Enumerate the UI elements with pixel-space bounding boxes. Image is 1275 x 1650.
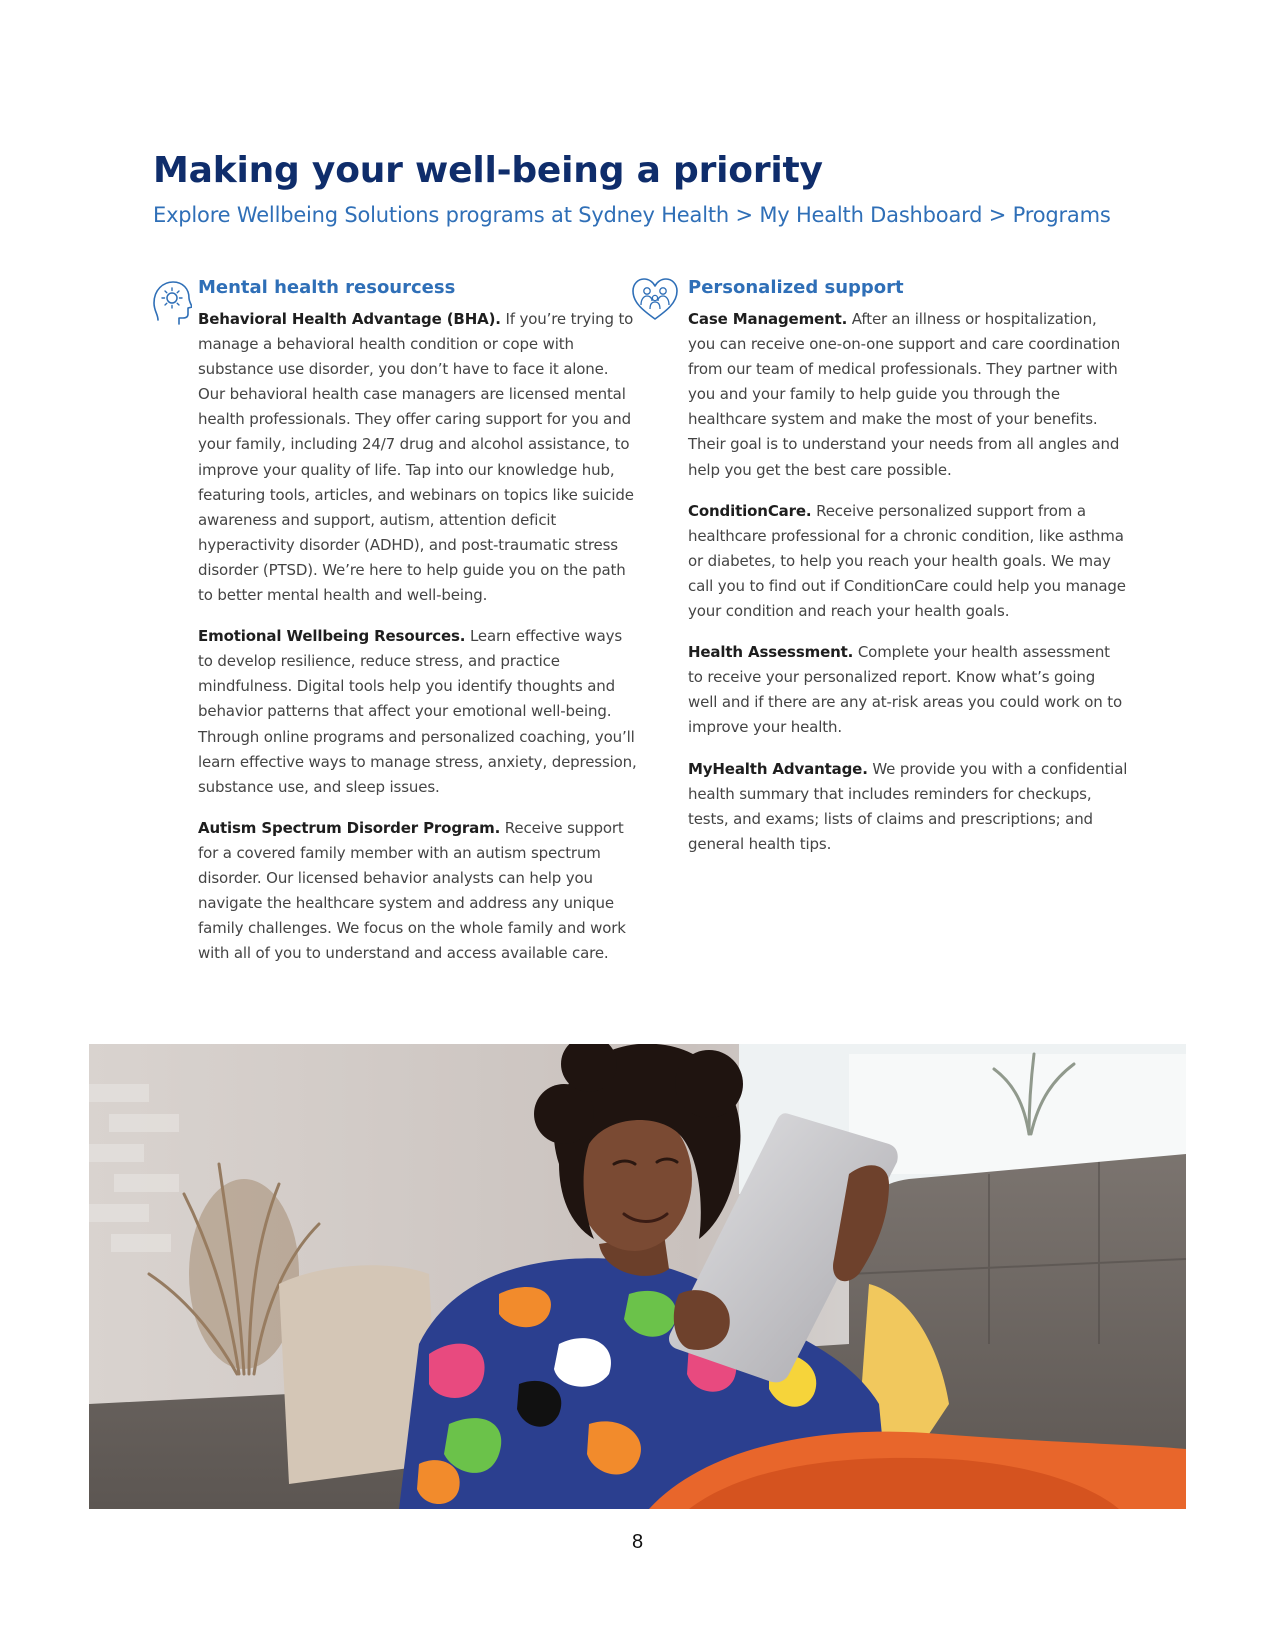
- personalized-support-heading: Personalized support: [688, 277, 904, 298]
- autism-program-paragraph: [198, 816, 638, 967]
- autism-program-title: Autism Spectrum Disorder Program.: [198, 818, 501, 837]
- photo-illustration: [89, 1044, 1186, 1509]
- conditioncare-paragraph: [688, 499, 1128, 624]
- page-title: Making your well-being a priority: [153, 150, 823, 191]
- myhealth-advantage-paragraph: [688, 757, 1128, 857]
- case-management-text: After an illness or hospitalization, you can receive one-on-one support and care coordination from our team of medical professionals. They partner with you and your family to help guide you through the healthcare system and make the most of your benefits. Their goal is to understand your needs from all angles and help you get the best care possible.: [688, 310, 1121, 479]
- bha-text: If you’re trying to manage a behavioral health condition or cope with substance use disorder, you don’t have to face it alone. Our behavioral health case managers are licensed mental health professionals. They offer caring support for you and your family, including 24/7 drug and alcohol assistance, to improve your quality of life. Tap into our knowledge hub, featuring tools, articles, and webinars on topics like suicide awareness and support, autism, attention deficit hyperactivity disorder (ADHD), and post-traumatic stress disorder (PTSD). We’re here to help guide you on the path to better mental health and well-being.: [198, 310, 634, 605]
- emotional-wellbeing-text: Learn effective ways to develop resilience, reduce stress, and practice mindfulness. Digital tools help you identify thoughts and behavior patterns that affect your emotional well-being. Through online programs and personalized coaching, you’ll learn effective ways to manage stress, anxiety, depression, substance use, and sleep issues.: [198, 627, 637, 796]
- family-heart-icon: [630, 276, 680, 322]
- autism-program-text: Receive support for a covered family member with an autism spectrum disorder. Our licensed behavior analysts can help you navigate the healthcare system and address any unique family challenges. We focus on the whole family and work with all of you to understand and access available care.: [198, 818, 626, 963]
- personalized-support-content: [688, 276, 1128, 873]
- page-number: 8: [631, 1531, 644, 1553]
- case-management-title: Case Management.: [688, 310, 848, 328]
- bha-title: Behavioral Health Advantage (BHA).: [198, 310, 501, 328]
- mental-health-content: [198, 276, 638, 982]
- page-subtitle: Explore Wellbeing Solutions programs at Sydney Health > My Health Dashboard > Programs: [153, 203, 1111, 227]
- health-assessment-title: Health Assessment.: [688, 643, 854, 662]
- head-lightbulb-icon: [150, 278, 192, 326]
- conditioncare-title: ConditionCare.: [688, 501, 812, 520]
- health-assessment-paragraph: [688, 640, 1128, 740]
- mental-health-heading: Mental health resourcess: [198, 277, 456, 298]
- woman-with-tablet-photo: [89, 1044, 1186, 1509]
- myhealth-advantage-title: MyHealth Advantage.: [688, 759, 868, 778]
- health-assessment-text: Complete your health assessment to receive your personalized report. Know what’s going well and if there are any at-risk areas you could work on to improve your health.: [688, 643, 1123, 737]
- emotional-wellbeing-paragraph: [198, 624, 638, 800]
- myhealth-advantage-text: We provide you with a confidential health summary that includes reminders for checkups, tests, and exams; lists of claims and prescriptions; and general health tips.: [688, 759, 1128, 853]
- conditioncare-text: Receive personalized support from a healthcare professional for a chronic condition, like asthma or diabetes, to help you reach your health goals. We may call you to find out if ConditionCare could help you manage your condition and reach your health goals.: [688, 501, 1126, 621]
- case-management-paragraph: [688, 307, 1128, 483]
- emotional-wellbeing-title: Emotional Wellbeing Resources.: [198, 627, 466, 646]
- bha-paragraph: [198, 307, 638, 608]
